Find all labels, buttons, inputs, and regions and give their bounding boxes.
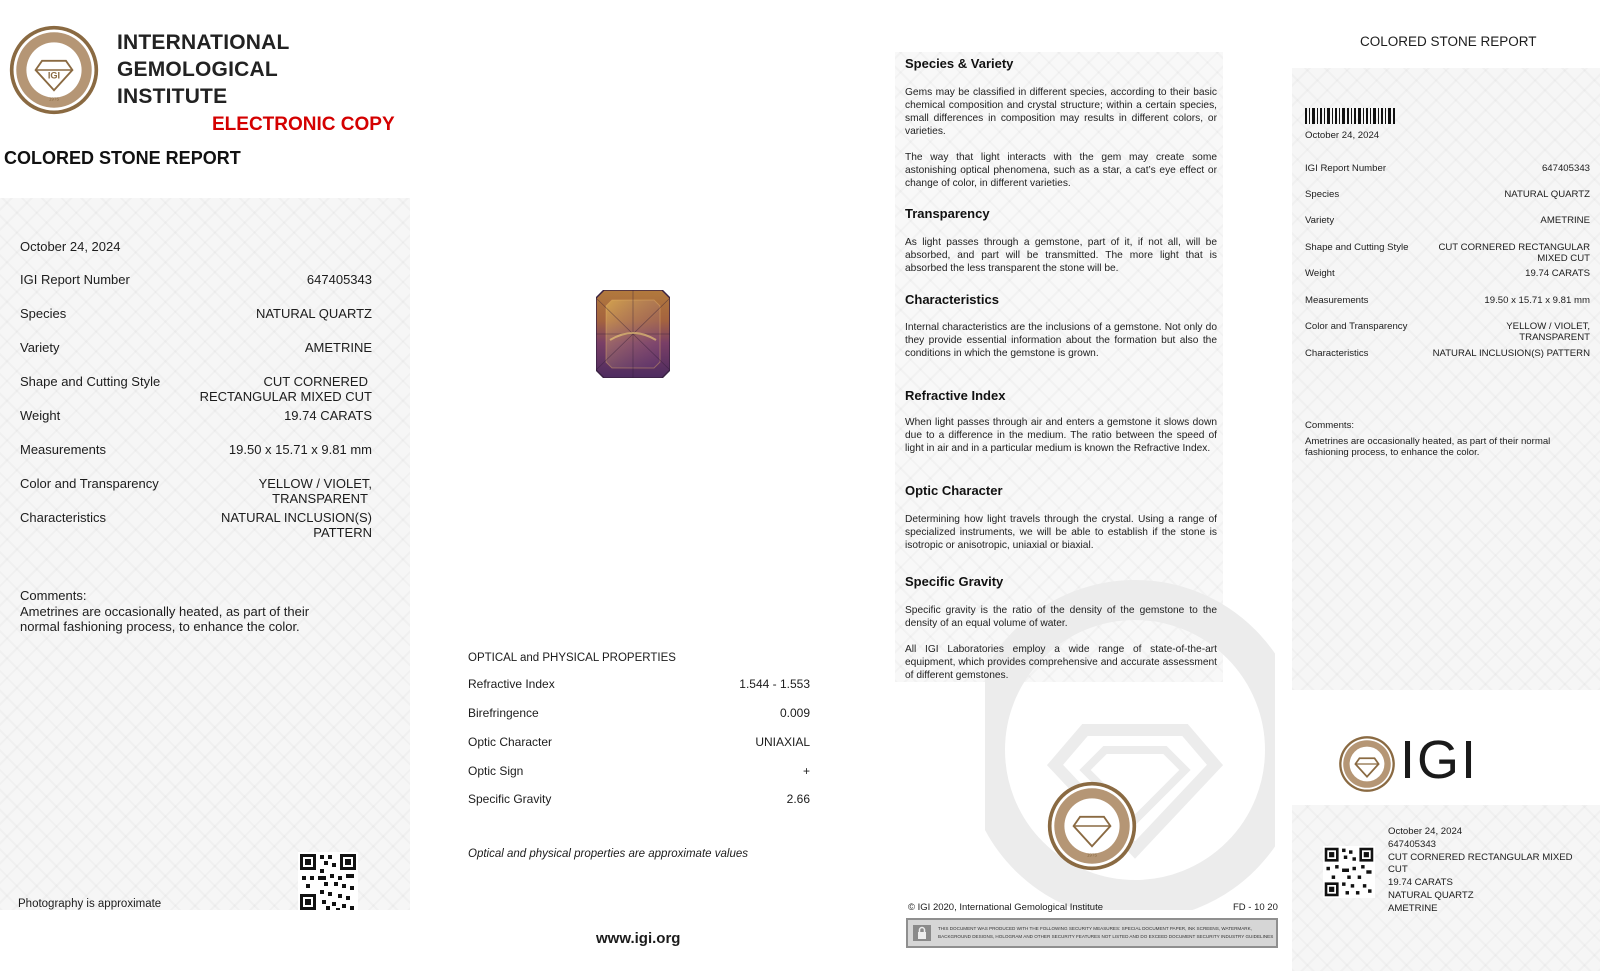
definition-text: Determining how light travels through the crystal. Using a range of specialized instruments, we will be able to establish if the stone is isotropic or anisotropic, uniaxial or biaxial. xyxy=(905,514,1217,551)
property-label: Specific Gravity xyxy=(468,792,552,806)
field-label: Characteristics xyxy=(1305,348,1369,359)
seal-year: 1975 xyxy=(48,96,60,102)
field-label: Weight xyxy=(1305,268,1335,279)
form-code: FD - 10 20 xyxy=(1233,902,1278,913)
comments-line: Ametrines are occasionally heated, as part of their xyxy=(20,604,310,619)
summary-title: COLORED STONE REPORT xyxy=(1360,34,1537,49)
security-notice-text xyxy=(938,925,1273,941)
summary-date: October 24, 2024 xyxy=(1305,130,1380,141)
field-label: Measurements xyxy=(1305,295,1369,306)
seal-mark: IGI xyxy=(47,70,61,81)
field-value: 19.74 CARATS xyxy=(1525,268,1590,279)
field-label: Color and Transparency xyxy=(20,476,159,491)
field-value xyxy=(259,476,372,506)
field-value: 19.50 x 15.71 x 9.81 mm xyxy=(1484,295,1590,306)
field-label: Species xyxy=(1305,189,1340,200)
field-value-line: YELLOW / VIOLET, xyxy=(1506,321,1590,332)
report-title: COLORED STONE REPORT xyxy=(4,148,241,168)
field-label: Variety xyxy=(1305,215,1335,226)
comments-text xyxy=(20,604,309,634)
report-date: October 24, 2024 xyxy=(20,239,121,254)
field-value: AMETRINE xyxy=(304,340,372,355)
field-value: 19.74 CARATS xyxy=(284,408,372,423)
label-card-text xyxy=(1388,826,1573,916)
field-label: Species xyxy=(20,306,67,321)
field-label: IGI Report Number xyxy=(20,272,130,287)
igi-wordmark: IGI xyxy=(1400,730,1479,790)
definition-heading: Characteristics xyxy=(905,292,999,307)
field-value-line: TRANSPARENT xyxy=(272,491,368,506)
security-pattern-left xyxy=(0,198,410,910)
security-pattern-summary xyxy=(1292,68,1600,690)
field-value: NATURAL INCLUSION(S) PATTERN xyxy=(1432,348,1590,359)
organization-name xyxy=(117,29,290,110)
summary-comments-text xyxy=(1305,436,1550,458)
properties-note: Optical and physical properties are approximate values xyxy=(468,848,748,860)
field-value: NATURAL QUARTZ xyxy=(255,306,372,321)
definition-text: The way that light interacts with the gem may create some astonishing optical phenomena, such as a star, a cat’s eye effect or change of color, in different varieties. xyxy=(905,152,1217,189)
label-card-line: 647405343 xyxy=(1388,838,1437,850)
electronic-copy-label: ELECTRONIC COPY xyxy=(212,114,395,135)
comments-line: normal fashioning process, to enhance the color. xyxy=(20,619,300,634)
field-label: IGI Report Number xyxy=(1305,163,1387,174)
comments-line: Ametrines are occasionally heated, as part of their normal xyxy=(1305,436,1551,447)
igi-seal-icon xyxy=(1046,780,1138,872)
definition-heading: Refractive Index xyxy=(905,388,1006,403)
field-label: Characteristics xyxy=(20,510,106,525)
definition-text: All IGI Laboratories employ a wide range of state-of-the-art equipment, which provides comprehensive and accurate assessment of different gemstones. xyxy=(905,644,1217,681)
website-link[interactable]: www.igi.org xyxy=(596,930,681,947)
label-card-line: CUT xyxy=(1388,864,1408,876)
definition-text: As light passes through a gemstone, part of it, if not all, will be absorbed, and part will be transmitted. The more light that is absorbed the less transparent the stone will be. xyxy=(905,237,1217,274)
field-value-line: PATTERN xyxy=(313,525,372,540)
security-notice xyxy=(906,918,1278,948)
property-value: + xyxy=(802,764,810,778)
field-value: 19.50 x 15.71 x 9.81 mm xyxy=(228,442,372,457)
field-value-line: CUT CORNERED RECTANGULAR xyxy=(1438,242,1590,253)
field-value xyxy=(1438,242,1590,264)
summary-comments-label: Comments: xyxy=(1305,420,1355,431)
field-label: Color and Transparency xyxy=(1305,321,1408,332)
definition-text: Internal characteristics are the inclusions of a gemstone. Not only do they provide essential information about the formation but also the conditions in which the gemstone is grown. xyxy=(905,322,1217,359)
field-value: 647405343 xyxy=(1541,163,1590,174)
field-value xyxy=(200,374,372,404)
comments-label: Comments: xyxy=(20,588,87,603)
comments-line: fashioning process, to enhance the color. xyxy=(1305,447,1480,458)
definition-text: Gems may be classified in different species, according to their basic chemical composition and crystal structure; within a certain species, small differences in composition may results in different colors, or varieties. xyxy=(905,87,1217,137)
definition-heading: Optic Character xyxy=(905,483,1003,498)
definition-text: Specific gravity is the ratio of the density of the gemstone to the density of an equal volume of water. xyxy=(905,605,1217,629)
field-value-line: TRANSPARENT xyxy=(1519,332,1590,343)
definition-text: When light passes through air and enters a gemstone it slows down due to a difference in the medium. The ratio between the speed of light in air and in a particular medium is known the Refractive Index. xyxy=(905,417,1217,454)
property-value: 2.66 xyxy=(786,792,810,806)
copyright: © IGI 2020, International Gemological Institute xyxy=(908,902,1103,913)
field-value: NATURAL QUARTZ xyxy=(1504,189,1590,200)
seal-year: 1975 xyxy=(1086,852,1098,858)
field-value-line: NATURAL INCLUSION(S) xyxy=(221,510,372,525)
field-label: Shape and Cutting Style xyxy=(20,374,161,389)
property-value: 0.009 xyxy=(779,706,810,720)
org-line-3: INSTITUTE xyxy=(117,85,228,108)
qr-code-icon[interactable] xyxy=(298,852,358,912)
property-value: 1.544 - 1.553 xyxy=(739,677,810,691)
definition-heading: Transparency xyxy=(905,206,990,221)
photo-note: Photography is approximate xyxy=(18,898,162,910)
field-value: 647405343 xyxy=(306,272,372,287)
field-value xyxy=(1506,321,1590,343)
field-label: Weight xyxy=(20,408,61,423)
field-value-line: CUT CORNERED xyxy=(263,374,368,389)
lock-icon xyxy=(912,924,932,942)
label-card-line: CUT CORNERED RECTANGULAR MIXED xyxy=(1388,851,1573,863)
org-line-2: GEMOLOGICAL xyxy=(117,58,278,81)
security-line: BACKGROUND DESIGNS, HOLOGRAM AND OTHER SECURITY FEATURES NOT LISTED AND DO EXCEED DOCUMENT SECURITY INDUSTRY GUIDELINES xyxy=(938,934,1274,939)
field-value: AMETRINE xyxy=(1540,215,1590,226)
label-card-line: NATURAL QUARTZ xyxy=(1388,889,1474,901)
properties-title: OPTICAL and PHYSICAL PROPERTIES xyxy=(468,652,676,664)
property-label: Optic Sign xyxy=(468,764,524,778)
label-card-line: AMETRINE xyxy=(1388,902,1438,914)
field-value-line: RECTANGULAR MIXED CUT xyxy=(199,389,372,404)
definition-heading: Specific Gravity xyxy=(905,574,1004,589)
field-value-line: YELLOW / VIOLET, xyxy=(258,476,372,491)
qr-code-icon[interactable] xyxy=(1323,846,1375,898)
security-line: THIS DOCUMENT WAS PRODUCED WITH THE FOLLOWING SECURITY MEASURES: SPECIAL DOCUMENT PAPER, INK SCREENS, WATERMARK, xyxy=(938,926,1252,931)
igi-seal-icon xyxy=(8,24,100,116)
definition-heading: Species & Variety xyxy=(905,56,1014,71)
barcode-icon xyxy=(1305,108,1397,124)
field-value-line: MIXED CUT xyxy=(1537,253,1590,264)
property-label: Refractive Index xyxy=(468,677,555,691)
label-card-line: October 24, 2024 xyxy=(1388,826,1463,837)
field-label: Measurements xyxy=(20,442,106,457)
property-value: UNIAXIAL xyxy=(755,735,810,749)
property-label: Optic Character xyxy=(468,735,553,749)
field-label: Variety xyxy=(20,340,60,355)
label-card-line: 19.74 CARATS xyxy=(1388,877,1453,889)
property-label: Birefringence xyxy=(468,706,539,720)
org-line-1: INTERNATIONAL xyxy=(117,31,290,54)
igi-seal-icon xyxy=(1338,735,1396,793)
field-label: Shape and Cutting Style xyxy=(1305,242,1409,253)
field-value xyxy=(221,510,372,540)
gemstone-photo xyxy=(596,290,670,378)
